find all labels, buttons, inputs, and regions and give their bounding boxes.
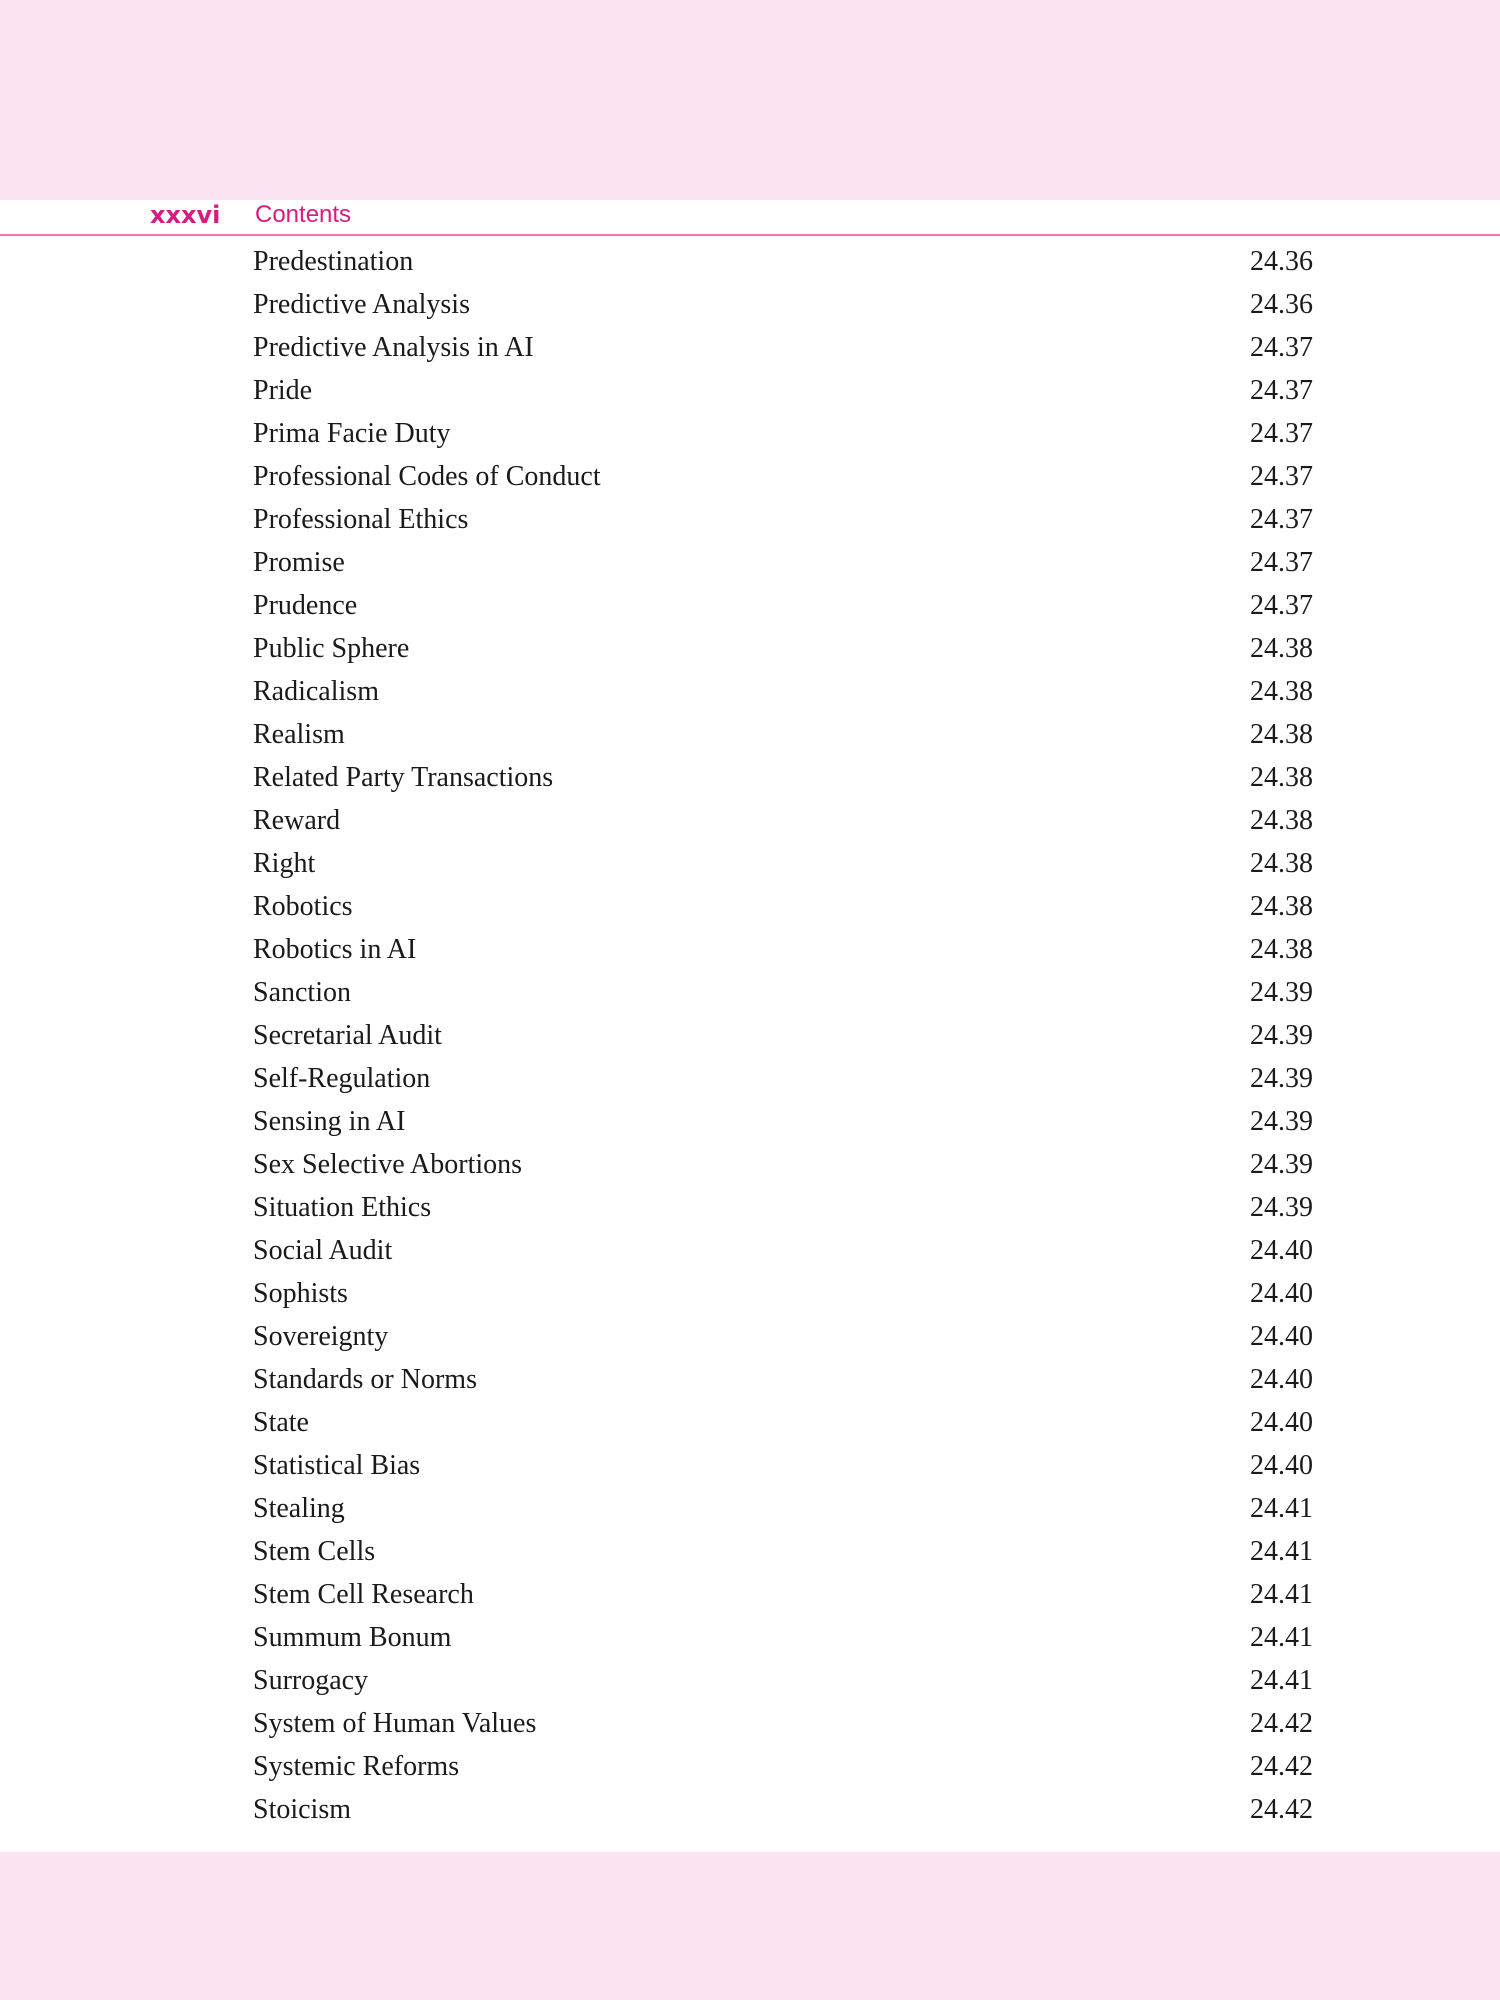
toc-entry-page: 24.38 [1250,761,1313,793]
toc-entry-title: Self-Regulation [253,1062,431,1094]
toc-entry-title: Standards or Norms [253,1363,477,1395]
toc-entry-page: 24.37 [1250,417,1313,449]
toc-entry-title: Robotics in AI [253,933,417,965]
toc-entry-page: 24.38 [1250,890,1313,922]
toc-entry [253,1444,1313,1487]
toc-entry [253,627,1313,670]
toc-entry-title: Robotics [253,890,353,922]
toc-entry [253,1487,1313,1530]
toc-entry [253,1315,1313,1358]
toc-entry [253,412,1313,455]
toc-entry-page: 24.40 [1250,1363,1313,1395]
toc-entry-title: Summum Bonum [253,1621,452,1653]
toc-entry-page: 24.38 [1250,675,1313,707]
toc-entry [253,1186,1313,1229]
toc-entry [253,1573,1313,1616]
toc-entry [253,928,1313,971]
toc-entry-title: Secretarial Audit [253,1019,442,1051]
toc-entry-page: 24.37 [1250,589,1313,621]
toc-entry-title: Stoicism [253,1793,352,1825]
toc-entry-page: 24.37 [1250,503,1313,535]
toc-entry-page: 24.39 [1250,976,1313,1008]
toc-entry-title: Prudence [253,589,358,621]
page-number: xxxvi [150,201,221,229]
section-title: Contents [255,201,352,228]
toc-entry-page: 24.37 [1250,460,1313,492]
toc-entry-title: Surrogacy [253,1664,369,1696]
toc-entry-title: Stem Cells [253,1535,376,1567]
toc-entry-page: 24.40 [1250,1449,1313,1481]
toc-entry-page: 24.41 [1250,1578,1313,1610]
top-margin-band [0,0,1500,200]
toc-entry [253,1358,1313,1401]
toc-entry-page: 24.37 [1250,546,1313,578]
toc-entry-page: 24.41 [1250,1621,1313,1653]
toc-entry-page: 24.38 [1250,847,1313,879]
toc-entry-title: Radicalism [253,675,379,707]
toc-entry-title: Predestination [253,245,414,277]
toc-entry-title: Professional Ethics [253,503,469,535]
toc-entry-page: 24.42 [1250,1793,1313,1825]
toc-entry-page: 24.38 [1250,632,1313,664]
toc-entry [253,1057,1313,1100]
toc-entry [253,1014,1313,1057]
bottom-margin-band [0,1852,1500,2000]
toc-entry [253,584,1313,627]
toc-entry [253,498,1313,541]
toc-entry-page: 24.39 [1250,1105,1313,1137]
toc-entry-title: Sanction [253,976,351,1008]
toc-entry [253,971,1313,1014]
contents-list [253,240,1313,1831]
toc-entry-page: 24.37 [1250,374,1313,406]
toc-entry [253,1788,1313,1831]
toc-entry-page: 24.39 [1250,1148,1313,1180]
toc-entry-title: Situation Ethics [253,1191,432,1223]
toc-entry [253,1229,1313,1272]
toc-entry-page: 24.39 [1250,1062,1313,1094]
toc-entry-title: Promise [253,546,345,578]
toc-entry [253,1100,1313,1143]
toc-entry-page: 24.36 [1250,288,1313,320]
toc-entry-page: 24.39 [1250,1191,1313,1223]
toc-entry-title: Related Party Transactions [253,761,554,793]
toc-entry-page: 24.40 [1250,1277,1313,1309]
toc-entry [253,1143,1313,1186]
toc-entry [253,1702,1313,1745]
toc-entry-page: 24.37 [1250,331,1313,363]
toc-entry [253,1401,1313,1444]
toc-entry-page: 24.39 [1250,1019,1313,1051]
toc-entry-title: State [253,1406,309,1438]
toc-entry-title: Stealing [253,1492,345,1524]
toc-entry-title: Right [253,847,316,879]
toc-entry [253,1659,1313,1702]
toc-entry-title: Sex Selective Abortions [253,1148,523,1180]
toc-entry-page: 24.41 [1250,1535,1313,1567]
toc-entry [253,1272,1313,1315]
toc-entry-page: 24.36 [1250,245,1313,277]
toc-entry-title: Predictive Analysis in AI [253,331,534,363]
toc-entry [253,713,1313,756]
toc-entry [253,283,1313,326]
toc-entry-title: Stem Cell Research [253,1578,474,1610]
toc-entry [253,240,1313,283]
toc-entry-page: 24.38 [1250,804,1313,836]
toc-entry-title: Reward [253,804,341,836]
toc-entry-title: Social Audit [253,1234,393,1266]
toc-entry [253,455,1313,498]
toc-entry [253,670,1313,713]
toc-entry-title: System of Human Values [253,1707,537,1739]
toc-entry [253,326,1313,369]
toc-entry-page: 24.38 [1250,718,1313,750]
toc-entry-title: Sensing in AI [253,1105,406,1137]
toc-entry-page: 24.41 [1250,1664,1313,1696]
toc-entry-title: Realism [253,718,345,750]
toc-entry-title: Sophists [253,1277,348,1309]
toc-entry [253,885,1313,928]
toc-entry-page: 24.40 [1250,1320,1313,1352]
toc-entry-title: Predictive Analysis [253,288,470,320]
toc-entry [253,1745,1313,1788]
toc-entry-title: Systemic Reforms [253,1750,460,1782]
toc-entry-title: Statistical Bias [253,1449,421,1481]
toc-entry-page: 24.38 [1250,933,1313,965]
toc-entry-title: Sovereignty [253,1320,389,1352]
toc-entry-page: 24.40 [1250,1234,1313,1266]
toc-entry-page: 24.42 [1250,1750,1313,1782]
toc-entry-title: Prima Facie Duty [253,417,451,449]
toc-entry [253,1616,1313,1659]
toc-entry [253,369,1313,412]
toc-entry-title: Professional Codes of Conduct [253,460,601,492]
toc-entry-page: 24.41 [1250,1492,1313,1524]
toc-entry-title: Pride [253,374,313,406]
toc-entry [253,541,1313,584]
toc-entry [253,842,1313,885]
toc-entry [253,1530,1313,1573]
toc-entry-page: 24.40 [1250,1406,1313,1438]
toc-entry [253,756,1313,799]
running-head [0,200,1500,234]
toc-entry [253,799,1313,842]
toc-entry-title: Public Sphere [253,632,410,664]
header-rule [0,234,1500,236]
toc-entry-page: 24.42 [1250,1707,1313,1739]
